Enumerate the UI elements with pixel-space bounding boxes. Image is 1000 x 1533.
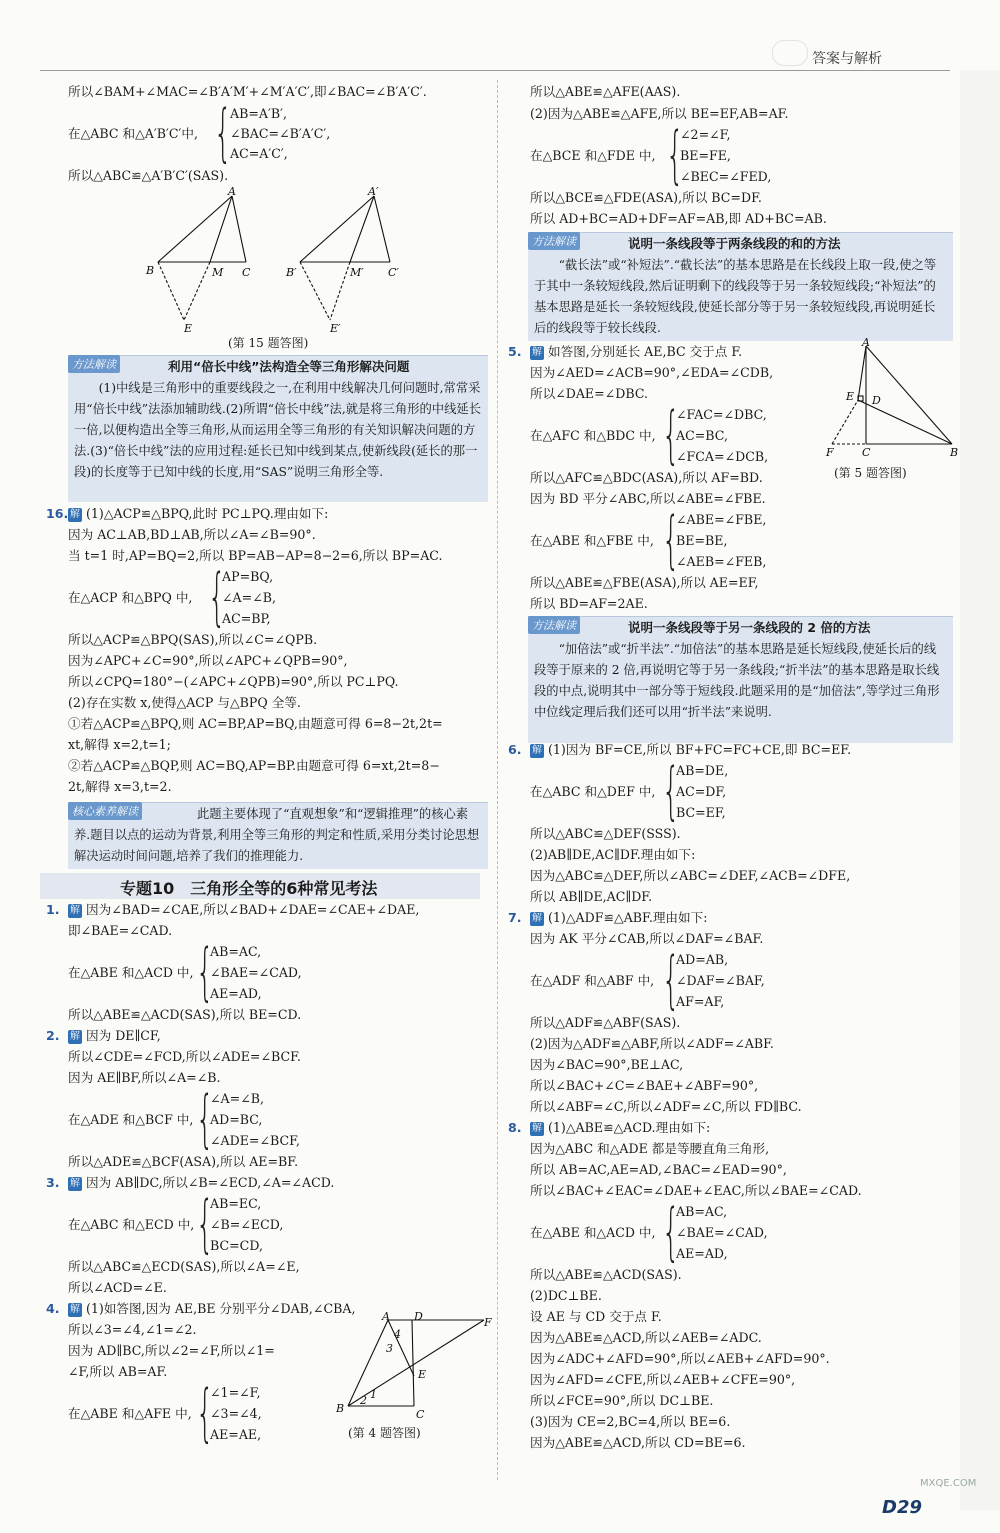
jie-badge: 解 xyxy=(70,509,80,520)
text-line: 因为 AK 平分∠CAB,所以∠DAF=∠BAF. xyxy=(530,931,764,946)
jie-badge: 解 xyxy=(70,1304,80,1315)
brace-line: ∠A=∠B, xyxy=(222,590,277,605)
q4-text: (1)如答图,因为 AE,BE 分别平分∠DAB,∠CBA, xyxy=(86,1301,356,1316)
jie-badge: 解 xyxy=(532,745,542,756)
text-line: ①若△ACP≌△BPQ,则 AC=BP,AP=BQ,由题意可得 6=8−2t,2t= xyxy=(68,716,443,731)
label-A-prime: A′ xyxy=(368,185,379,198)
label-4: 4 xyxy=(394,1328,401,1341)
brace-line: ∠3=∠4, xyxy=(210,1406,262,1421)
text-line: (2)AB∥DE,AC∥DF.理由如下: xyxy=(530,847,696,862)
header-title: 答案与解析 xyxy=(812,51,882,67)
jie-badge: 解 xyxy=(70,1178,80,1189)
text-line: 所以△ACP≌△BPQ(SAS),所以∠C=∠QPB. xyxy=(68,632,318,647)
q1-text: 因为∠BAD=∠CAE,所以∠BAD+∠DAE=∠CAE+∠DAE, xyxy=(86,902,420,917)
text-line: (2)因为△ADF≌△ABF,所以∠ADF=∠ABF. xyxy=(530,1036,774,1051)
label-C: C xyxy=(862,446,871,459)
tip-text: (1)中线是三角形中的重要线段之一,在利用中线解决几何问题时,常常采用“倍长中线”法添加辅助线.(2)所谓“倍长中线”法,就是将三角形的中线延长一倍,以便构造出全等三角形,从而运用全等三角形的有关知识解决问题的方法.(3)“倍长中线”法的应用过程:延长已知中线到某点,使新线段(延长的那一段)的长度等于已知中线的长度,用“SAS”说明三角形全等. xyxy=(74,381,481,479)
text-line: 所以∠FCE=90°,所以 DC⊥BE. xyxy=(530,1393,714,1408)
text-line: 所以 AB=AC,AE=AD,∠BAC=∠EAD=90°, xyxy=(530,1162,787,1177)
text-line: 所以∠CPQ=180°−(∠APC+∠QPB)=90°,所以 PC⊥PQ. xyxy=(68,674,399,689)
label-F: F xyxy=(484,1316,492,1329)
page-margin xyxy=(960,70,1000,1510)
label-E: E xyxy=(418,1368,427,1381)
text-line: 在△ACP 和△BPQ 中, xyxy=(68,590,193,605)
label-A: A xyxy=(228,185,236,198)
question-number: 8. xyxy=(508,1120,522,1135)
brace-line: ∠AEB=∠FEB, xyxy=(676,554,767,569)
text-line: 因为△ABE≌△ACD,所以∠AEB=∠ADC. xyxy=(530,1330,762,1345)
text-line: 所以△ABC≌△ECD(SAS),所以∠A=∠E, xyxy=(68,1259,300,1274)
brace: { xyxy=(662,503,680,576)
brace-line: ∠2=∠F, xyxy=(680,127,731,142)
figure-4 xyxy=(334,1312,490,1424)
q8-text: (1)△ABE≌△ACD.理由如下: xyxy=(548,1120,711,1135)
text-line: 在△ADF 和△ABF 中, xyxy=(530,973,655,988)
text-line: (2)DC⊥BE. xyxy=(530,1288,602,1303)
text-line: 因为△ABC 和△ADE 都是等腰直角三角形, xyxy=(530,1141,770,1156)
label-E: E xyxy=(846,390,855,403)
brace: { xyxy=(196,1376,214,1449)
label-C: C xyxy=(416,1408,425,1421)
text-line: 所以△ADF≌△ABF(SAS). xyxy=(530,1015,681,1030)
text-line: 在△ABE 和△ACD 中, xyxy=(530,1225,656,1240)
tip-text: 此题主要体现了“直观想象”和“逻辑推理”的核心素养.题目以点的运动为背景,利用全等三角形的判定和性质,采用分类讨论思想解决运动时间问题,培养了我们的推理能力. xyxy=(74,807,480,863)
question-number: 3. xyxy=(46,1175,60,1190)
brace-line: AC=A′C′, xyxy=(230,146,288,161)
tip-tag: 核心素养解读 xyxy=(68,802,142,820)
text-line: (2)存在实数 x,使得△ACP 与△BPQ 全等. xyxy=(68,695,301,710)
brace-line: AE=AE, xyxy=(210,1427,262,1442)
text-line: 所以△ABE≌△FBE(ASA),所以 AE=EF, xyxy=(530,575,759,590)
brace-line: ∠ABE=∠FBE, xyxy=(676,512,767,527)
brace-line: AF=AF, xyxy=(676,994,725,1009)
text-line: 所以△ABC≌△A′B′C′(SAS). xyxy=(68,168,229,183)
text-line: 所以△ABC≌△DEF(SSS). xyxy=(530,826,681,841)
brace-line: AB=DE, xyxy=(676,763,729,778)
brace-line: AE=AD, xyxy=(676,1246,728,1261)
tip-tag: 方法解读 xyxy=(68,355,120,373)
label-2: 2 xyxy=(360,1394,367,1407)
text-line: 所以 BD=AF=2AE. xyxy=(530,596,648,611)
figure-5 xyxy=(822,338,962,462)
brace-line: AD=AB, xyxy=(676,952,729,967)
text-line: 因为△ABC≌△DEF,所以∠ABC=∠DEF,∠ACB=∠DFE, xyxy=(530,868,851,883)
text-line: 所以∠ACD=∠E. xyxy=(68,1280,167,1295)
page-number: D29 xyxy=(882,1497,922,1518)
q5-text: 如答图,分别延长 AE,BC 交于点 F. xyxy=(548,344,743,359)
topic-heading xyxy=(40,873,480,899)
text-line: 在△ABE 和△ACD 中, xyxy=(68,965,194,980)
text-line: 设 AE 与 CD 交于点 F. xyxy=(530,1309,662,1324)
text-line: 在△BCE 和△FDE 中, xyxy=(530,148,656,163)
q1-line xyxy=(46,900,420,920)
text-line: 因为∠APC+∠C=90°,所以∠APC+∠QPB=90°, xyxy=(68,653,348,668)
q16-text: (1)△ACP≌△BPQ,此时 PC⊥PQ.理由如下: xyxy=(86,506,329,521)
brace-line: AC=BC, xyxy=(676,428,728,443)
jie-badge: 解 xyxy=(532,1123,542,1134)
label-A: A xyxy=(862,336,870,349)
text-line: 因为 AC⊥AB,BD⊥AB,所以∠A=∠B=90°. xyxy=(68,527,316,542)
header-ornament xyxy=(772,40,808,66)
brace: { xyxy=(662,1195,680,1268)
question-number: 1. xyxy=(46,902,60,917)
text-line: 在△ABC 和△ECD 中, xyxy=(68,1217,195,1232)
header-rule xyxy=(40,70,950,71)
jie-badge: 解 xyxy=(70,905,80,916)
label-B: B xyxy=(950,446,959,459)
text-line: 所以∠BAM+∠MAC=∠B′A′M′+∠M′A′C′,即∠BAC=∠B′A′C′. xyxy=(68,84,427,99)
brace-line: ∠BAC=∠B′A′C′, xyxy=(230,126,331,141)
tip-text: “加倍法”或“折半法”.“加倍法”的基本思路是延长短线段,使延长后的线段等于原来的 2 倍,再说明它等于另一条线段;“折半法”的基本思路是取长线段的中点,说明其中一部分等于短线段.此题采用的是“加倍法”,等学过三角形中位线定理后我们还可以用“折半法”来说明. xyxy=(534,642,940,719)
q6-text: (1)因为 BF=CE,所以 BF+FC=FC+CE,即 BC=EF. xyxy=(548,742,852,757)
text-line: 所以∠ABF=∠C,所以∠ADF=∠C,所以 FD∥BC. xyxy=(530,1099,802,1114)
brace-line: ∠ADE=∠BCF, xyxy=(210,1133,300,1148)
text-line: 因为∠BAC=90°,BE⊥AC, xyxy=(530,1057,684,1072)
text-line: 在△ABE 和△AFE 中, xyxy=(68,1406,192,1421)
text-line: 所以∠CDE=∠FCD,所以∠ADE=∠BCF. xyxy=(68,1049,301,1064)
text-line: 所以∠BAC+∠C=∠BAE+∠ABF=90°, xyxy=(530,1078,759,1093)
label-M-prime: M′ xyxy=(350,266,364,279)
label-D: D xyxy=(872,394,881,407)
brace-line: BE=BE, xyxy=(676,533,728,548)
literacy-tip xyxy=(68,802,488,869)
text-line: 在△ADE 和△BCF 中, xyxy=(68,1112,194,1127)
tip-tag: 方法解读 xyxy=(528,232,580,250)
brace-line: ∠DAF=∠BAF, xyxy=(676,973,765,988)
q8-line xyxy=(508,1118,711,1138)
q3-text: 因为 AB∥DC,所以∠B=∠ECD,∠A=∠ACD. xyxy=(86,1175,335,1190)
label-B-prime: B′ xyxy=(286,266,297,279)
brace-line: AB=EC, xyxy=(210,1196,262,1211)
text-line: ∠F,所以 AB=AF. xyxy=(68,1364,168,1379)
brace-line: AE=AD, xyxy=(210,986,262,1001)
question-number: 2. xyxy=(46,1028,60,1043)
text-line: 所以△ABE≌△AFE(AAS). xyxy=(530,84,681,99)
q16-line xyxy=(46,504,329,524)
q4-line xyxy=(46,1299,356,1319)
brace: { xyxy=(666,118,684,191)
label-F: F xyxy=(826,446,834,459)
text-line: (2)因为△ABE≌△AFE,所以 BE=EF,AB=AF. xyxy=(530,106,789,121)
brace: { xyxy=(196,1082,214,1155)
topic-title: 专题10 三角形全等的6种常见考法 xyxy=(120,879,378,898)
text-line: 在△AFC 和△BDC 中, xyxy=(530,428,656,443)
text-line: 所以△ADE≌△BCF(ASA),所以 AE=BF. xyxy=(68,1154,299,1169)
question-number: 5. xyxy=(508,344,522,359)
q7-line xyxy=(508,908,708,928)
brace-line: ∠BAE=∠CAD, xyxy=(210,965,302,980)
text-line: 所以△ABE≌△ACD(SAS). xyxy=(530,1267,682,1282)
text-line: 所以△ABE≌△ACD(SAS),所以 BE=CD. xyxy=(68,1007,302,1022)
brace: { xyxy=(662,943,680,1016)
brace: { xyxy=(196,935,214,1008)
text-line: 所以∠BAC+∠EAC=∠DAE+∠EAC,所以∠BAE=∠CAD. xyxy=(530,1183,862,1198)
brace: { xyxy=(214,96,232,169)
text-line: 因为 BD 平分∠ABC,所以∠ABE=∠FBE. xyxy=(530,491,766,506)
label-3: 3 xyxy=(386,1342,393,1355)
label-C: C xyxy=(242,266,251,279)
figure-4-caption: (第 4 题答图) xyxy=(348,1426,421,1440)
brace-line: AB=A′B′, xyxy=(230,106,287,121)
q2-line xyxy=(46,1026,161,1046)
text-line: 因为∠AFD=∠CFE,所以∠AEB+∠CFE=90°, xyxy=(530,1372,796,1387)
brace: { xyxy=(208,560,226,633)
text-line: 在△ABC 和△DEF 中, xyxy=(530,784,656,799)
text-line: 所以 AB∥DE,AC∥DF. xyxy=(530,889,653,904)
brace-line: AB=AC, xyxy=(676,1204,728,1219)
tip-title: 利用“倍长中线”法构造全等三角形解决问题 xyxy=(168,359,410,374)
brace-line: AD=BC, xyxy=(210,1112,263,1127)
text-line: 在△ABC 和△A′B′C′中, xyxy=(68,126,198,141)
brace: { xyxy=(662,398,680,471)
method-tip-1 xyxy=(68,355,488,502)
figure-5-caption: (第 5 题答图) xyxy=(834,466,907,480)
brace-line: ∠BAE=∠CAD, xyxy=(676,1225,768,1240)
method-tip-3 xyxy=(528,232,953,341)
question-number: 7. xyxy=(508,910,522,925)
label-M: M xyxy=(212,266,224,279)
text-line: (3)因为 CE=2,BC=4,所以 BE=6. xyxy=(530,1414,731,1429)
text-line: 因为△ABE≌△ACD,所以 CD=BE=6. xyxy=(530,1435,746,1450)
brace-line: BC=EF, xyxy=(676,805,726,820)
label-1: 1 xyxy=(370,1388,377,1401)
brace-line: BE=FE, xyxy=(680,148,731,163)
text-line: 因为 AD∥BC,所以∠2=∠F,所以∠1= xyxy=(68,1343,275,1358)
jie-badge: 解 xyxy=(532,913,542,924)
brace-line: AC=DF, xyxy=(676,784,727,799)
brace-line: AP=BQ, xyxy=(222,569,274,584)
text-line: 2t,解得 x=3,t=2. xyxy=(68,779,172,794)
q5-line xyxy=(508,342,743,362)
brace: { xyxy=(196,1187,214,1260)
text-line: ②若△ACP≌△BQP,则 AC=BQ,AP=BP.由题意可得 6=xt,2t=8− xyxy=(68,758,440,773)
brace-line: AC=BP, xyxy=(222,611,271,626)
text-line: 因为∠AED=∠ACB=90°,∠EDA=∠CDB, xyxy=(530,365,774,380)
label-B: B xyxy=(146,264,155,277)
brace-line: ∠B=∠ECD, xyxy=(210,1217,284,1232)
question-number: 4. xyxy=(46,1301,60,1316)
text-line: 因为∠ADC+∠AFD=90°,所以∠AEB+∠AFD=90°. xyxy=(530,1351,830,1366)
tip-title: 说明一条线段等于另一条线段的 2 倍的方法 xyxy=(628,620,871,635)
text-line: 在△ABE 和△FBE 中, xyxy=(530,533,654,548)
tip-text: “截长法”或“补短法”.“截长法”的基本思路是在长线段上取一段,使之等于其中一条较短线段,然后证明剩下的线段等于另一条较短线段;“补短法”的基本思路是延长一条较短线段,使延长部分等于另一条较短线段,再说明延长后的线段等于较长线段. xyxy=(534,258,937,335)
figure-15-caption: (第 15 题答图) xyxy=(228,336,309,350)
text-line: 所以∠3=∠4,∠1=∠2. xyxy=(68,1322,197,1337)
brace-line: ∠BEC=∠FED, xyxy=(680,169,772,184)
tip-title: 说明一条线段等于两条线段的和的方法 xyxy=(628,236,841,251)
tip-tag: 方法解读 xyxy=(528,616,580,634)
column-divider xyxy=(497,80,498,1480)
q2-text: 因为 DE∥CF, xyxy=(86,1028,161,1043)
brace-line: ∠1=∠F, xyxy=(210,1385,261,1400)
question-number: 16. xyxy=(46,506,69,521)
method-tip-4 xyxy=(528,616,953,743)
brace-line: ∠FAC=∠DBC, xyxy=(676,407,767,422)
label-B: B xyxy=(336,1402,345,1415)
text-line: 因为 AE∥BF,所以∠A=∠B. xyxy=(68,1070,221,1085)
brace-line: AB=AC, xyxy=(210,944,262,959)
brace: { xyxy=(662,754,680,827)
q6-line xyxy=(508,740,852,760)
text-line: 当 t=1 时,AP=BQ=2,所以 BP=AB−AP=8−2=6,所以 BP=AC. xyxy=(68,548,443,563)
figure-15 xyxy=(146,186,406,336)
brace-line: BC=CD, xyxy=(210,1238,263,1253)
text-line: 即∠BAE=∠CAD. xyxy=(68,923,173,938)
text-line: 所以∠DAE=∠DBC. xyxy=(530,386,649,401)
text-line: 所以△BCE≌△FDE(ASA),所以 BC=DF. xyxy=(530,190,762,205)
text-line: 所以△AFC≌△BDC(ASA),所以 AF=BD. xyxy=(530,470,763,485)
watermark: MXQE.COM xyxy=(920,1478,977,1489)
text-line: 所以 AD+BC=AD+DF=AF=AB,即 AD+BC=AB. xyxy=(530,211,827,226)
label-A: A xyxy=(382,1310,390,1323)
figure-15-left xyxy=(158,196,246,320)
label-D: D xyxy=(414,1310,423,1323)
figure-15-right xyxy=(300,196,390,320)
q7-text: (1)△ADF≌△ABF.理由如下: xyxy=(548,910,708,925)
brace-line: ∠FCA=∠DCB, xyxy=(676,449,769,464)
label-C-prime: C′ xyxy=(388,266,399,279)
jie-badge: 解 xyxy=(70,1031,80,1042)
question-number: 6. xyxy=(508,742,522,757)
label-E-prime: E′ xyxy=(330,322,341,335)
jie-badge: 解 xyxy=(532,347,542,358)
brace-line: ∠A=∠B, xyxy=(210,1091,265,1106)
label-E: E xyxy=(184,322,193,335)
text-line: xt,解得 x=2,t=1; xyxy=(68,737,171,752)
